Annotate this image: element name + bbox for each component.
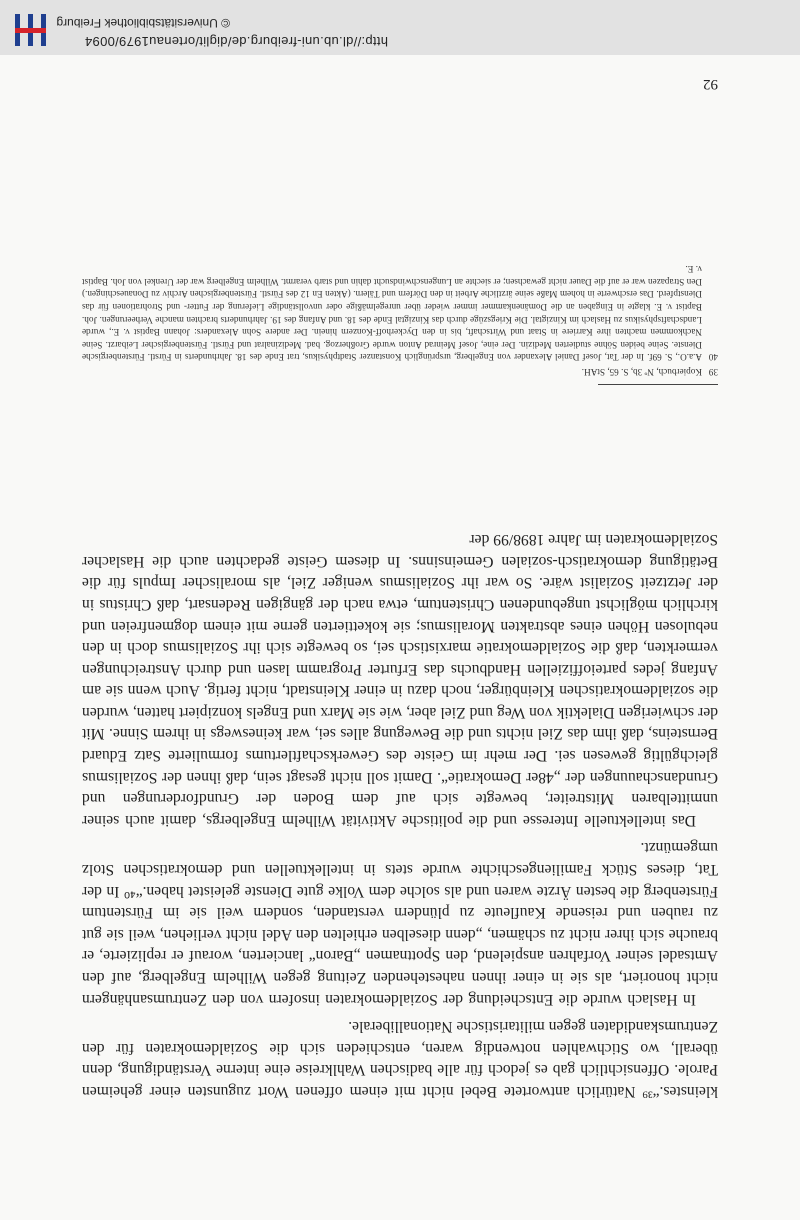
scanned-page <box>0 55 800 1220</box>
paragraph-2: In Haslach wurde die Entscheidung der Sozialdemokraten insofern von den Zentrumsanhängern nicht honoriert, als sie in einer ihnen nahestehenden Zeitung gegen Wilhelm Engelberg, auf den Amtsadel seiner Vorfahren anspielend, den Spottnamen „Baron“ lancierten, worauf er replizierte, er brauche sich ihrer nicht zu schämen, „denn dieselben erhielten den Adel nicht verliehen, weil sie gut zu rauben und reisende Kaufleute zu plündern verstanden, sondern weil sie im Fürstentum Fürstenberg die besten Ärzte waren und als solche dem Volke gute Dienste geleistet haben.“⁴⁰ In der Tat, dieses Stück Familiengeschichte wurde stets in intellektuellen und demokratischen Stolz umgemünzt. <box>82 839 718 1008</box>
copyright-notice: © Universitätsbibliothek Freiburg <box>56 16 230 30</box>
paragraph-1: kleinstes.“³⁹ Natürlich antwortete Bebel nicht mit einem offenen Wort zugunsten einer geheimen Parole. Offensichtlich gab es jedoch für alle badischen Wahlkreise eine interne Verständigung, denn überall, wo Stichwahlen notwendig waren, entschieden sich die Sozialdemokraten für den Zentrumskandidaten gegen militaristische Nationalliberale. <box>82 1018 718 1100</box>
body-text <box>82 523 718 1102</box>
ub-freiburg-logo-icon <box>10 10 50 50</box>
footnote-number: 39 <box>708 367 718 377</box>
footnote-text: Kopierbuch, Nº 3b, S. 65, StAH. <box>581 367 702 377</box>
footer-bar <box>0 0 800 55</box>
source-url[interactable]: http://dl.ub.uni-freiburg.de/diglit/ortenau1979/0094 <box>84 34 388 49</box>
footnote-39 <box>82 365 718 378</box>
page-number: 92 <box>703 76 718 92</box>
footnote-40 <box>82 263 718 364</box>
footnote-number: 40 <box>708 352 718 363</box>
footnote-divider <box>598 384 718 385</box>
footnotes <box>82 261 718 385</box>
footnote-text: A.a.O., S. 69f. In der Tat, Josef Daniel Alexander von Engelberg, ursprünglich Konstanzer Stadtphysikus, trat Ende des 18. Jahrhunderts in Fürstl. Fürstenbergische Dienste. Seine beiden Söhne studierten Medizin. Der eine, Josef Meinrad Anton wurde Großherzog. bad. Medizinalrat und Fürstl. Fürstenbergischer Leibarzt. Seine Nachkommen machten ihre Karriere in Staat und Wirtschaft, bis in den Dyckerhoff-Konzern hinein. Der andere Sohn Alexanders: Johann Baptist v. E., wurde Landschaftsphysikus zu Haslach im Kinzigtal. Die Kriegszüge durch das Kinzigtal Ende des 18. und Anfang des 19. Jahrhunderts brachten manche Verheerungen. Joh. Baptist v. E. klagte in Eingaben an die Domänenkammer immer wieder über unregelmäßige oder unvollständige Lieferung der Futter- und Strohrationen für das Dienstpferd. Das erschwerte in hohem Maße seine ärztliche Arbeit in den Dörfern und Tälern. (Akten En 12 des Fürstl. Fürstenbergischen Archiv zu Donaueschingen.) Den Strapazen war er auf die Dauer nicht gewachsen; er siechte an Lungenschwindsucht dahin und starb verarmt. Wilhelm Engelberg war der Urenkel von Joh. Baptist v. E. <box>82 264 702 363</box>
paragraph-3: Das intellektuelle Interesse und die politische Aktivität Wilhelm Engelbergs, damit auch seiner unmittelbaren Mitstreiter, bewegte sich auf dem Boden der Grundforderungen und Grundanschauungen der „48er Demokratie“. Damit soll nicht gesagt sein, daß ihnen der Sozialismus gleichgültig gewesen sei. Der mehr im Geiste des Gewerkschaftlertums formulierte Satz Eduard Bernsteins, daß ihm das Ziel nichts und die Bewegung alles sei, war keineswegs in ihrem Sinne. Mit der schwierigen Dialektik von Weg und Ziel aber, wie sie Marx und Engels konzipiert hatten, wurden die sozialdemokratischen Kleinbürger, noch dazu in einer Kleinstadt, nicht fertig. Auch wenn sie am Anfang jedes parteioffiziellen Handbuchs das Erfurter Programm lasen und durch Anstreichungen vermerkten, daß die Sozialdemokratie marxistisch sei, so bewegte sich ihr Sozialismus doch in den nebulosen Höhen eines abstrakten Moralismus; sie kokettierten gerne mit einem dogmenfreien und kirchlich möglichst ungebundenen Christentum, etwa nach der gängigen Redensart, daß Christus in der Jetztzeit Sozialist wäre. So war ihr Sozialismus weniger Ziel, als moralischer Impuls für die Betätigung demokratisch-sozialen Gemeinsinns. In diesem Geiste gedachten auch die Haslacher Sozialdemokraten im Jahre 1898/99 der <box>82 531 718 829</box>
